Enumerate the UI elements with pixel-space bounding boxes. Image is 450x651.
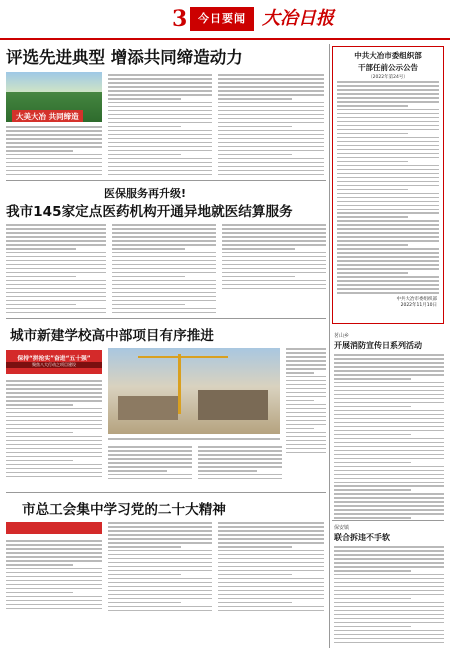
notice-date: 2022年11月10日 [400,303,437,308]
medical-text-col1 [6,224,106,316]
notice-body [337,81,439,296]
notice-title-org: 中共大冶市委组织部 [354,51,422,60]
top-text-col1 [6,126,102,178]
school-construction-photo [108,348,280,434]
side-text-2 [334,546,444,646]
school-banner [6,350,102,374]
divider-1 [6,180,326,181]
top-text-col3 [218,74,324,178]
top-headline: 评选先进典型 增添共同缔造动力 [6,48,243,67]
union-headline: 市总工会集中学习党的二十大精神 [22,502,226,518]
side-text-1 [334,354,444,521]
union-text-col3 [218,522,324,614]
divider-2 [6,318,326,319]
sidebar-divider [329,44,330,648]
notice-signer: 中共大冶市委组织部 [396,297,437,302]
crane-mast [178,354,181,414]
notice-issue: （2022年第24号） [368,75,408,80]
side-divider [332,520,444,521]
public-notice [332,46,444,324]
top-text-col2 [108,74,212,178]
side-kicker-1: 茗山乡 [334,333,350,339]
school-text-col3 [198,446,282,482]
school-caption [108,438,280,442]
side-headline-2: 联合拆违不手软 [334,533,390,542]
school-text-col1 [6,380,102,480]
masthead [0,0,450,40]
notice-title: 干部任前公示公告 [358,63,418,72]
medical-text-col3 [222,224,326,292]
side-headline-1: 开展消防宣传日系列活动 [334,341,422,350]
school-headline: 城市新建学校高中部项目有序推进 [10,328,214,344]
union-text-col2 [108,522,212,614]
school-banner-main: 保持“拼抢实”奋进“五十强” [17,356,91,362]
notice-signature [397,297,438,309]
page-tag: 今日要闻 [190,7,254,31]
top-photo [6,72,102,122]
divider-3 [6,492,326,493]
side-kicker-2: 保安镇 [334,525,350,531]
building-block-1 [118,396,178,420]
medical-text-col2 [112,224,216,316]
union-banner [6,522,102,534]
newspaper-brand: 大冶日报 [262,8,334,29]
photo-sky [6,72,102,92]
page-number: 3 [172,6,188,32]
medical-kicker: 医保服务再升级! [104,187,187,200]
crane-jib [138,356,228,358]
school-banner-sub: 聚焦八大行动之项目建设 [6,362,102,368]
photo-slogan: 大美大冶 共同缔造 [12,110,83,122]
school-text-col4 [286,348,326,456]
union-text-col1 [6,540,102,612]
school-text-col2 [108,446,192,482]
building-block-2 [198,390,268,420]
medical-headline: 我市145家定点医药机构开通异地就医结算服务 [6,204,293,220]
